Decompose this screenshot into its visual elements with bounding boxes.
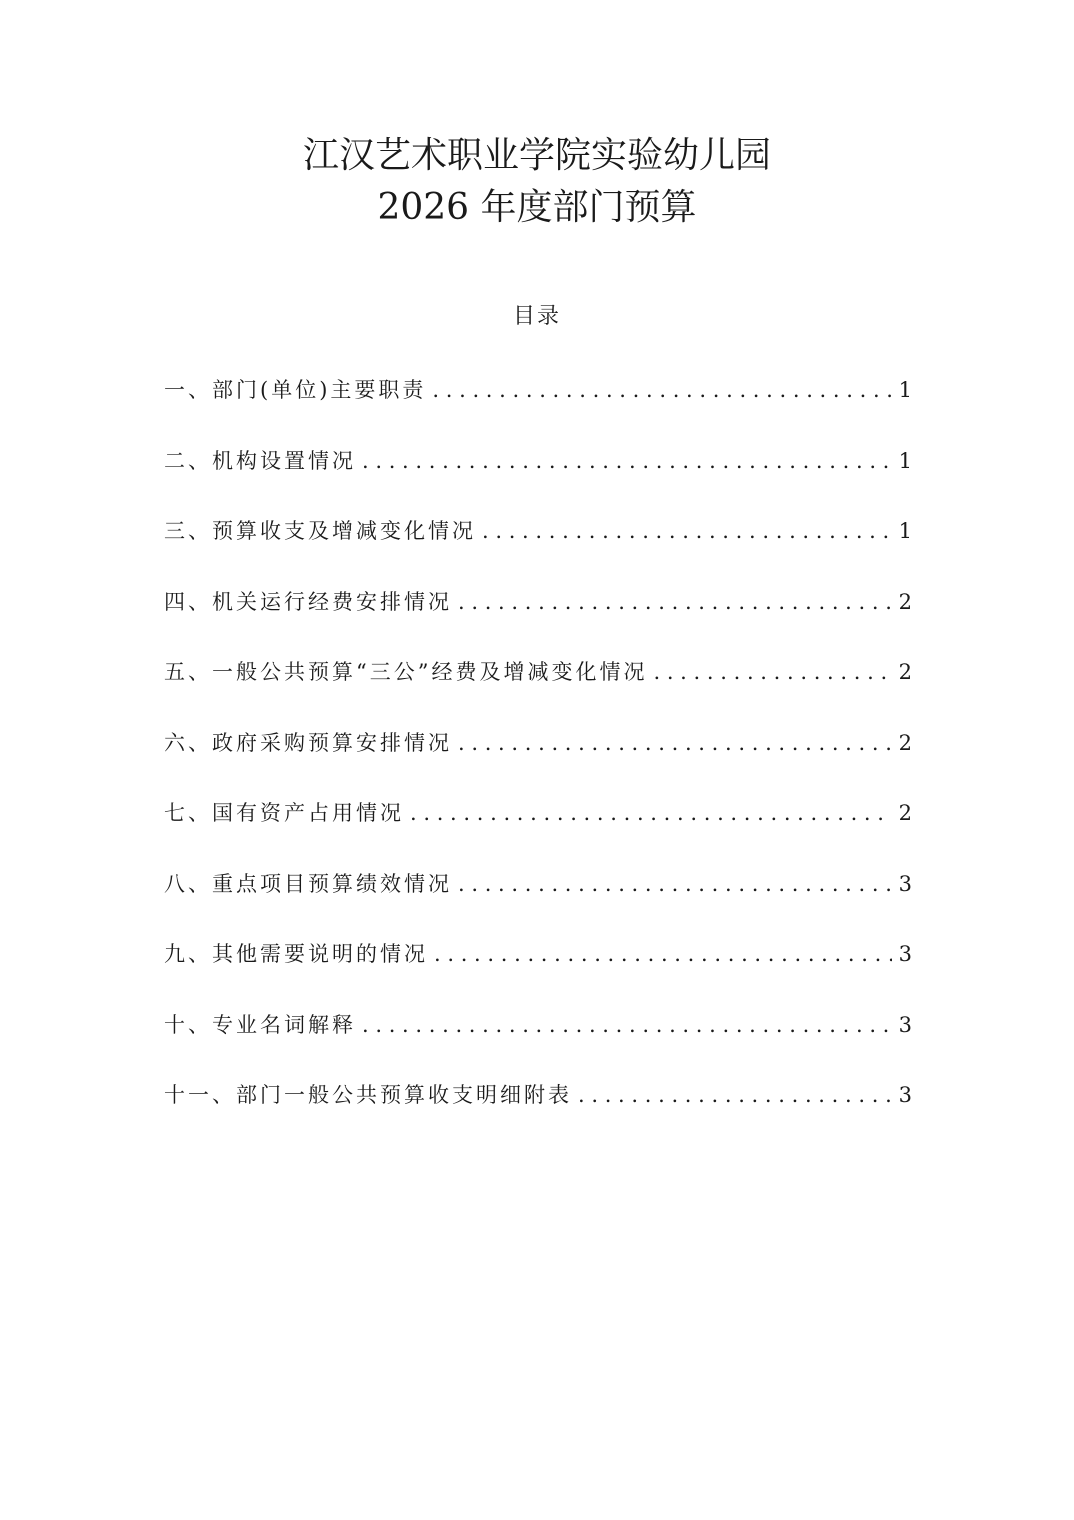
toc-entry-page: 1 (898, 378, 912, 402)
toc-dot-leader (458, 584, 892, 620)
toc-entry[interactable] (164, 866, 912, 937)
toc-entry-page: 1 (898, 448, 912, 473)
document-title-line2: 2026 年度部门预算 (377, 187, 697, 228)
toc-entry-label: 一、部门(单位)主要职责 (164, 378, 427, 402)
toc-entry[interactable] (164, 654, 912, 725)
toc-entry-label: 三、预算收支及增减变化情况 (164, 519, 476, 543)
toc-dot-leader (432, 372, 892, 408)
toc-dot-leader (578, 1077, 892, 1113)
toc-dot-leader (434, 936, 892, 972)
toc-entry-page: 3 (898, 1012, 912, 1037)
toc-entry[interactable] (164, 1007, 912, 1078)
toc-entry-label: 七、国有资产占用情况 (164, 801, 404, 825)
toc-entry[interactable] (164, 725, 912, 796)
toc-dot-leader (362, 443, 892, 479)
toc-entry-page: 2 (898, 589, 912, 614)
toc-entry[interactable] (164, 513, 912, 584)
toc-entry-label: 十一、部门一般公共预算收支明细附表 (164, 1083, 572, 1107)
toc-entry[interactable] (164, 584, 912, 655)
toc-dot-leader (458, 866, 892, 902)
toc-entry-page: 3 (898, 942, 912, 966)
table-of-contents (164, 372, 912, 1148)
toc-dot-leader (410, 795, 892, 831)
toc-dot-leader (458, 725, 892, 761)
toc-entry-page: 2 (898, 660, 912, 684)
toc-entry-label: 五、一般公共预算“三公”经费及增减变化情况 (164, 660, 648, 684)
toc-entry-label: 四、机关运行经费安排情况 (164, 589, 452, 614)
toc-entry[interactable] (164, 372, 912, 443)
toc-entry-page: 2 (898, 801, 912, 825)
toc-entry-label: 六、政府采购预算安排情况 (164, 730, 452, 755)
toc-heading: 目录 (512, 304, 561, 329)
toc-entry[interactable] (164, 795, 912, 866)
toc-entry[interactable] (164, 1077, 912, 1148)
toc-dot-leader (653, 654, 892, 690)
toc-entry-label: 二、机构设置情况 (164, 448, 356, 473)
toc-entry-page: 2 (898, 730, 912, 755)
toc-entry-label: 十、专业名词解释 (164, 1012, 356, 1037)
toc-entry[interactable] (164, 936, 912, 1007)
toc-entry-page: 3 (898, 1083, 912, 1107)
toc-entry-label: 九、其他需要说明的情况 (164, 942, 428, 966)
toc-entry-label: 八、重点项目预算绩效情况 (164, 871, 452, 896)
document-title-line1: 江汉艺术职业学院实验幼儿园 (302, 135, 771, 176)
toc-entry-page: 3 (898, 871, 912, 896)
toc-entry-page: 1 (898, 519, 912, 543)
toc-entry[interactable] (164, 443, 912, 514)
toc-dot-leader (482, 513, 892, 549)
toc-dot-leader (362, 1007, 892, 1043)
